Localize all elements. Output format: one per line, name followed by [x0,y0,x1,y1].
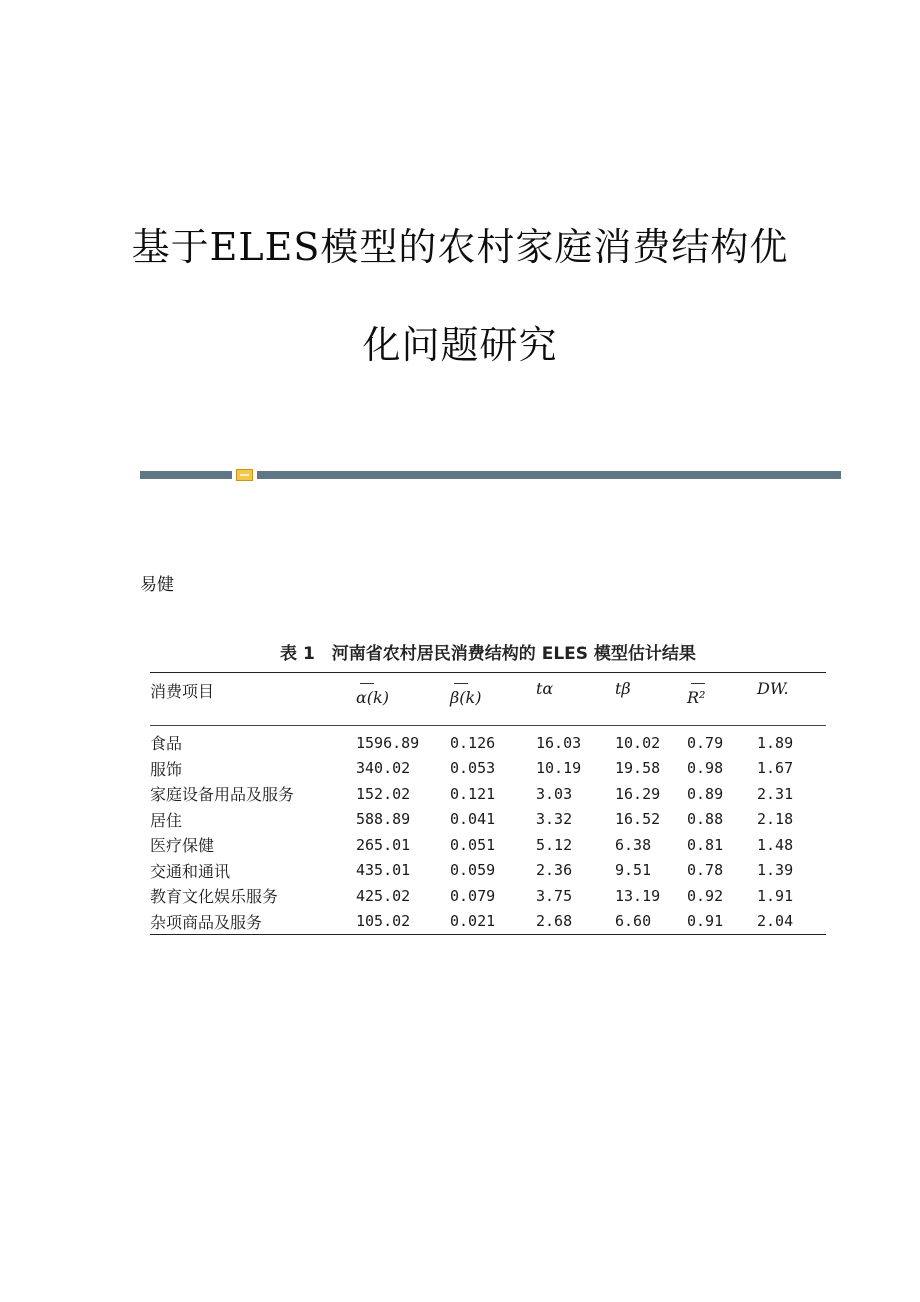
header-r-squared: R² [687,673,757,726]
table-caption: 表 1 河南省农村居民消费结构的 ELES 模型估计结果 [280,644,696,664]
table-cell-value: 1.91 [757,886,794,905]
table-cell-value: 16.03 [536,733,582,752]
author-name: 易健 [140,575,174,595]
table-cell-value: 152.02 [356,784,411,803]
table-cell-value: 265.01 [356,835,411,854]
table-cell-item: 食品 [150,734,183,754]
table-cell-value: 425.02 [356,886,411,905]
table-cell-item: 居住 [150,810,183,830]
divider-bar-right [257,471,841,479]
table-cell-value: 1.48 [757,835,794,854]
table-row [150,832,826,858]
table-row [150,781,826,807]
table-cell-value: 6.60 [615,912,652,931]
table-cell-value: 0.051 [450,835,496,854]
table-cell-value: 1596.89 [356,733,420,752]
table-cell-value: 2.04 [757,912,794,931]
table-cell-value: 2.68 [536,912,573,931]
table-cell-value: 105.02 [356,912,411,931]
header-alpha: α(k) [356,673,450,726]
table-cell-value: 0.88 [687,810,724,829]
table-cell-value: 13.19 [615,886,661,905]
table-row [150,726,826,756]
table-cell-value: 0.059 [450,861,496,880]
table-cell-value: 1.67 [757,759,794,778]
results-table-figure [150,636,826,935]
envelope-icon [236,469,253,481]
table-cell-value: 0.98 [687,759,724,778]
table-cell-value: 19.58 [615,759,661,778]
table-row [150,909,826,935]
table-cell-item: 教育文化娱乐服务 [150,887,279,907]
table-cell-value: 340.02 [356,759,411,778]
table-cell-value: 9.51 [615,861,652,880]
table-cell-value: 0.81 [687,835,724,854]
table-cell-value: 2.36 [536,861,573,880]
table-cell-value: 1.39 [757,861,794,880]
table-cell-value: 3.32 [536,810,573,829]
table-cell-value: 6.38 [615,835,652,854]
table-cell-value: 0.89 [687,784,724,803]
table-cell-value: 0.91 [687,912,724,931]
header-t-alpha: tα [536,679,554,698]
header-t-beta: tβ [615,679,631,698]
divider-bar-left [140,471,232,479]
table-cell-value: 3.75 [536,886,573,905]
table-cell-value: 16.29 [615,784,661,803]
table-cell-value: 0.92 [687,886,724,905]
table-cell-value: 3.03 [536,784,573,803]
table-cell-value: 0.021 [450,912,496,931]
table-cell-value: 0.053 [450,759,496,778]
header-item: 消费项目 [150,682,215,701]
table-row [150,858,826,884]
header-dw: DW. [757,679,789,698]
table-cell-value: 2.31 [757,784,794,803]
table-cell-value: 0.041 [450,810,496,829]
header-beta: β(k) [450,673,536,726]
title-divider [140,471,841,480]
table-cell-item: 服饰 [150,759,183,779]
table-cell-value: 16.52 [615,810,661,829]
table-cell-value: 0.079 [450,886,496,905]
table-cell-value: 0.121 [450,784,496,803]
table-cell-value: 2.18 [757,810,794,829]
table-cell-value: 0.126 [450,733,496,752]
table-cell-item: 交通和通讯 [150,861,231,881]
table-cell-item: 杂项商品及服务 [150,912,263,932]
table-cell-value: 0.78 [687,861,724,880]
table-cell-item: 家庭设备用品及服务 [150,785,295,805]
table-row [150,756,826,782]
table-cell-value: 5.12 [536,835,573,854]
document-title-line-2: 化问题研究 [362,323,558,367]
eles-results-table [150,672,826,935]
table-header-row [150,673,826,726]
table-row [150,807,826,833]
table-cell-value: 10.02 [615,733,661,752]
table-cell-value: 435.01 [356,861,411,880]
document-title-line-1: 基于ELES模型的农村家庭消费结构优 [131,225,789,269]
table-cell-value: 1.89 [757,733,794,752]
table-row [150,883,826,909]
table-cell-value: 0.79 [687,733,724,752]
table-cell-item: 医疗保健 [150,836,215,856]
table-cell-value: 588.89 [356,810,411,829]
table-cell-value: 10.19 [536,759,582,778]
